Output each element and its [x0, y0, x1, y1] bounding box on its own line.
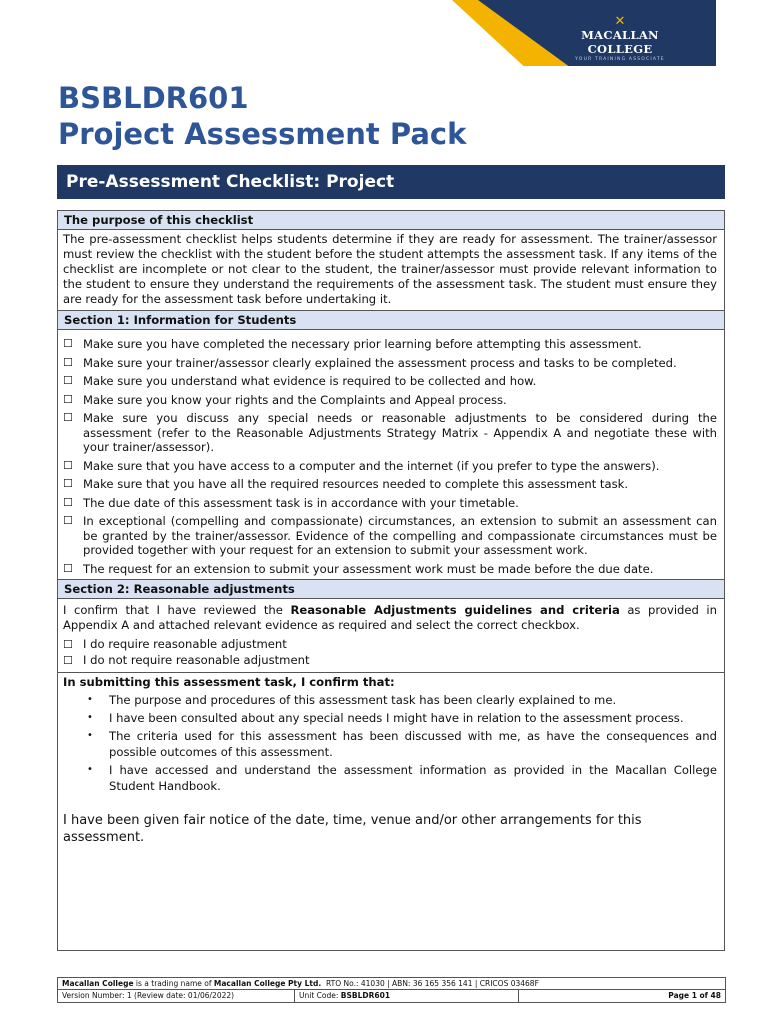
- section1-header: Section 1: Information for Students: [58, 311, 724, 330]
- footer-company-line: Macallan College is a trading name of Macallan College Pty Ltd. RTO No.: 41030 | ABN: 36 165 356 141 | CRICOS 03468F: [58, 978, 725, 990]
- confirm-body: [58, 673, 724, 849]
- checkbox-icon[interactable]: ☐: [63, 514, 73, 527]
- checkbox-icon[interactable]: ☐: [63, 337, 73, 350]
- confirm-item: • I have been consulted about any special needs I might have in relation to the assessment process.: [87, 711, 684, 725]
- footer-page-number: Page 1 of 48: [668, 991, 721, 1000]
- checkbox-icon[interactable]: ☐: [63, 374, 73, 387]
- checklist-item: ☐ In exceptional (compelling and compassionate) circumstances, an extension to submit an assessment can be granted by the trainer/assessor. Evidence of the compelling and compassionate circumstances must be provided together with your request for an extension to submit your assessment work.: [63, 514, 717, 557]
- checklist-item: ☐ The request for an extension to submit your assessment work must be made before the due date.: [63, 561, 654, 576]
- adjustment-options: [63, 633, 717, 668]
- footer-version: Version Number: 1 (Review date: 01/06/2022): [58, 990, 295, 1002]
- bullet-icon: •: [87, 764, 93, 775]
- bullet-icon: •: [87, 712, 93, 723]
- page-footer: [57, 977, 726, 1003]
- checklist-item: ☐ Make sure you discuss any special needs or reasonable adjustments to be considered during the assessment (refer to the Reasonable Adjustments Strategy Matrix - Appendix A and negotiate these with your trainer/assessor).: [63, 411, 717, 454]
- logo-tagline: YOUR TRAINING ASSOCIATE: [575, 57, 665, 62]
- fair-notice-text: I have been given fair notice of the date, time, venue and/or other arrangements for this assessment.: [63, 813, 642, 845]
- option-no-adjustment: ☐ I do not require reasonable adjustment: [63, 653, 310, 667]
- footer-info-line: [58, 990, 725, 1002]
- logo: [550, 16, 690, 63]
- tools-icon: ✕: [614, 14, 626, 29]
- checkbox-icon[interactable]: ☐: [63, 355, 73, 369]
- checklist-item: ☐ Make sure you understand what evidence is required to be collected and how.: [63, 374, 537, 388]
- checkbox-icon[interactable]: ☐: [63, 561, 73, 575]
- checklist-item: ☐ Make sure that you have all the required resources needed to complete this assessment task.: [63, 477, 629, 491]
- title-unit-code: BSBLDR601: [58, 81, 249, 115]
- checkbox-icon[interactable]: ☐: [63, 638, 73, 651]
- section2-header: Section 2: Reasonable adjustments: [58, 580, 724, 599]
- confirm-header: In submitting this assessment task, I confirm that:: [63, 675, 395, 689]
- purpose-header: The purpose of this checklist: [58, 211, 724, 230]
- confirm-list: [63, 690, 717, 794]
- checklist-item: ☐ The due date of this assessment task is in accordance with your timetable.: [63, 495, 519, 510]
- checkbox-icon[interactable]: ☐: [63, 411, 73, 424]
- section2-body: [58, 599, 724, 673]
- section1-checklist: [63, 332, 717, 576]
- checkbox-icon[interactable]: ☐: [63, 495, 73, 509]
- checkbox-icon[interactable]: ☐: [63, 654, 73, 667]
- confirm-item: • The purpose and procedures of this assessment task has been clearly explained to me.: [87, 693, 617, 707]
- checkbox-icon[interactable]: ☐: [63, 392, 73, 406]
- page-title: [58, 80, 466, 152]
- bullet-icon: •: [87, 694, 93, 705]
- checklist-item: ☐ Make sure that you have access to a computer and the internet (if you prefer to type the answers).: [63, 458, 660, 473]
- checkbox-icon[interactable]: ☐: [63, 458, 73, 472]
- checklist-item: ☐ Make sure you have completed the necessary prior learning before attempting this assessment.: [63, 337, 642, 351]
- checkbox-icon[interactable]: ☐: [63, 477, 73, 490]
- bullet-icon: •: [87, 730, 93, 741]
- option-require-adjustment: ☐ I do require reasonable adjustment: [63, 637, 287, 651]
- logo-name: MACALLAN COLLEGE: [581, 28, 659, 56]
- section1-body: [58, 330, 724, 580]
- purpose-text: The pre-assessment checklist helps students determine if they are ready for assessment. The trainer/assessor must review the checklist with the student before the student attempts the assessment task. If any items of the checklist are incomplete or not clear to the student, the trainer/assessor must provide relevant information to the student to ensure they understand the requirements of the assessment task. The student must ensure they are ready for the assessment task before undertaking it.: [58, 230, 724, 311]
- section-heading: Pre-Assessment Checklist: Project: [57, 165, 725, 199]
- checklist-item: ☐ Make sure you know your rights and the Complaints and Appeal process.: [63, 392, 507, 407]
- checklist-item: ☐ Make sure your trainer/assessor clearly explained the assessment process and tasks to be completed.: [63, 355, 677, 370]
- footer-unit-code: Unit Code: BSBLDR601: [295, 990, 519, 1002]
- checklist-table: [57, 210, 725, 951]
- confirm-item: • I have accessed and understand the assessment information as provided in the Macallan College Student Handbook.: [87, 763, 717, 793]
- confirm-item: • The criteria used for this assessment has been discussed with me, as have the consequences and possible outcomes of this assessment.: [87, 729, 717, 759]
- section2-intro: I confirm that I have reviewed the Reasonable Adjustments guidelines and criteria as provided in Appendix A and attached relevant evidence as required and select the correct checkbox.: [63, 603, 718, 632]
- title-pack-name: Project Assessment Pack: [58, 117, 467, 151]
